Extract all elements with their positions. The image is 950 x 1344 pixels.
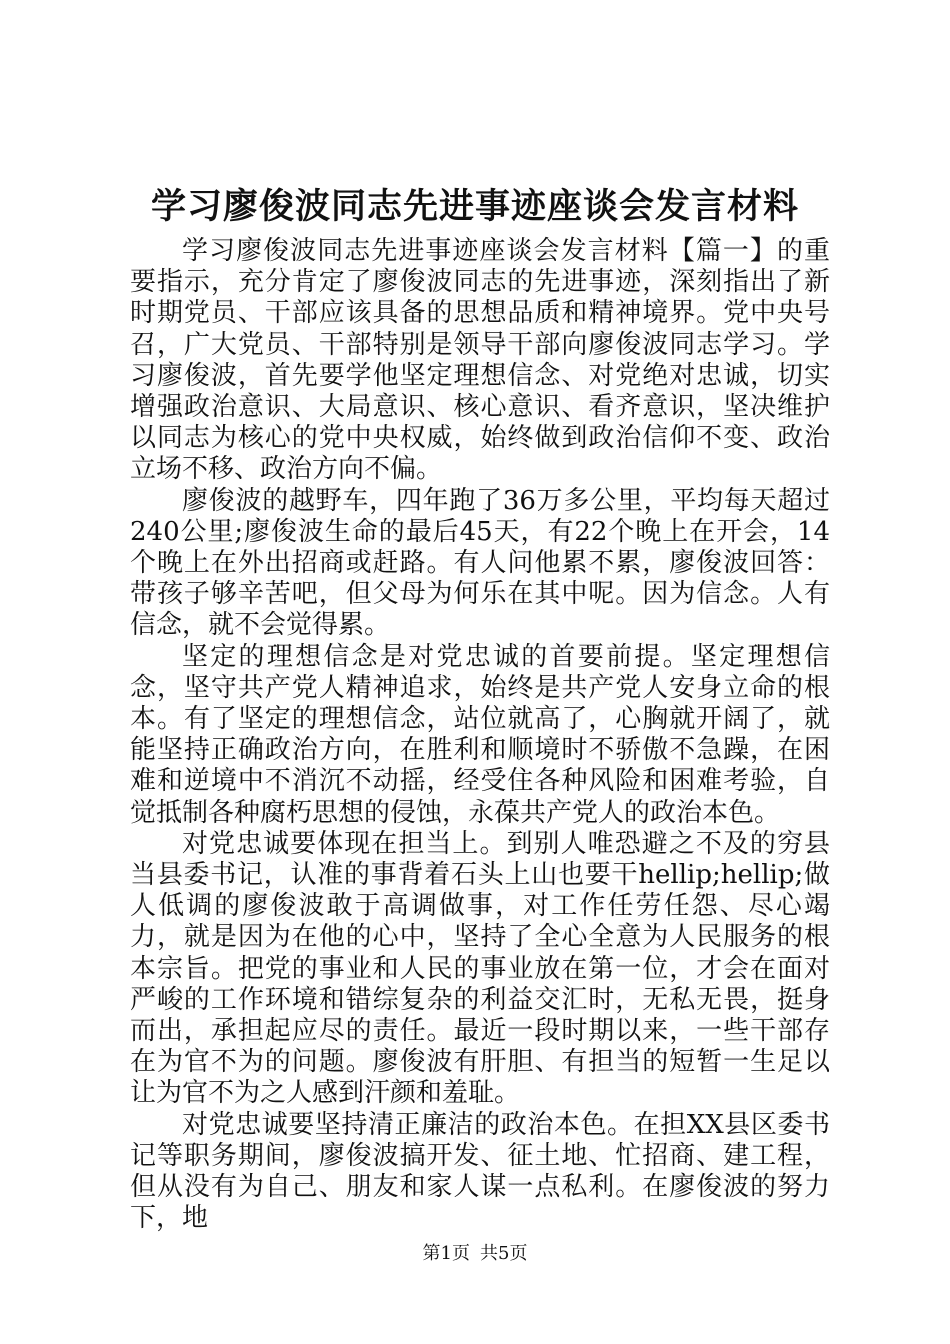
- document-body: [130, 236, 830, 1235]
- page-footer: [0, 1242, 950, 1266]
- paragraph-2: 廖俊波的越野车，四年跑了36万多公里，平均每天超过240公里;廖俊波生命的最后45天，有22个晚上在开会，14个晚上在外出招商或赶路。有人问他累不累，廖俊波回答：带孩子够辛苦吧，但父母为何乐在其中呢。因为信念。人有信念，就不会觉得累。: [130, 485, 830, 641]
- document-title: 学习廖俊波同志先进事迹座谈会发言材料: [150, 187, 799, 227]
- page-total: 共5页: [480, 1243, 528, 1264]
- paragraph-4: 对党忠诚要体现在担当上。到别人唯恐避之不及的穷县当县委书记，认准的事背着石头上山也要干hellip;hellip;做人低调的廖俊波敢于高调做事，对工作任劳任怨、尽心竭力，就是因为在他的心中，坚持了全心全意为人民服务的根本宗旨。把党的事业和人民的事业放在第一位，才会在面对严峻的工作环境和错综复杂的利益交汇时，无私无畏，挺身而出，承担起应尽的责任。最近一段时期以来，一些干部存在为官不为的问题。廖俊波有肝胆、有担当的短暂一生足以让为官不为之人感到汗颜和羞耻。: [130, 828, 830, 1109]
- paragraph-1: 学习廖俊波同志先进事迹座谈会发言材料【篇一】的重要指示，充分肯定了廖俊波同志的先进事迹，深刻指出了新时期党员、干部应该具备的思想品质和精神境界。党中央号召，广大党员、干部特别是领导干部向廖俊波同志学习。学习廖俊波，首先要学他坚定理想信念、对党绝对忠诚，切实增强政治意识、大局意识、核心意识、看齐意识，坚决维护以同志为核心的党中央权威，始终做到政治信仰不变、政治立场不移、政治方向不偏。: [130, 236, 830, 485]
- page-number: 第1页: [422, 1243, 470, 1264]
- paragraph-3: 坚定的理想信念是对党忠诚的首要前提。坚定理想信念，坚守共产党人精神追求，始终是共产党人安身立命的根本。有了坚定的理想信念，站位就高了，心胸就开阔了，就能坚持正确政治方向，在胜利和顺境时不骄傲不急躁，在困难和逆境中不消沉不动摇，经受住各种风险和困难考验，自觉抵制各种腐朽思想的侵蚀，永葆共产党人的政治本色。: [130, 641, 830, 828]
- paragraph-5: 对党忠诚要坚持清正廉洁的政治本色。在担XX县区委书记等职务期间，廖俊波搞开发、征土地、忙招商、建工程，但从没有为自己、朋友和家人谋一点私利。在廖俊波的努力下，地: [130, 1109, 830, 1234]
